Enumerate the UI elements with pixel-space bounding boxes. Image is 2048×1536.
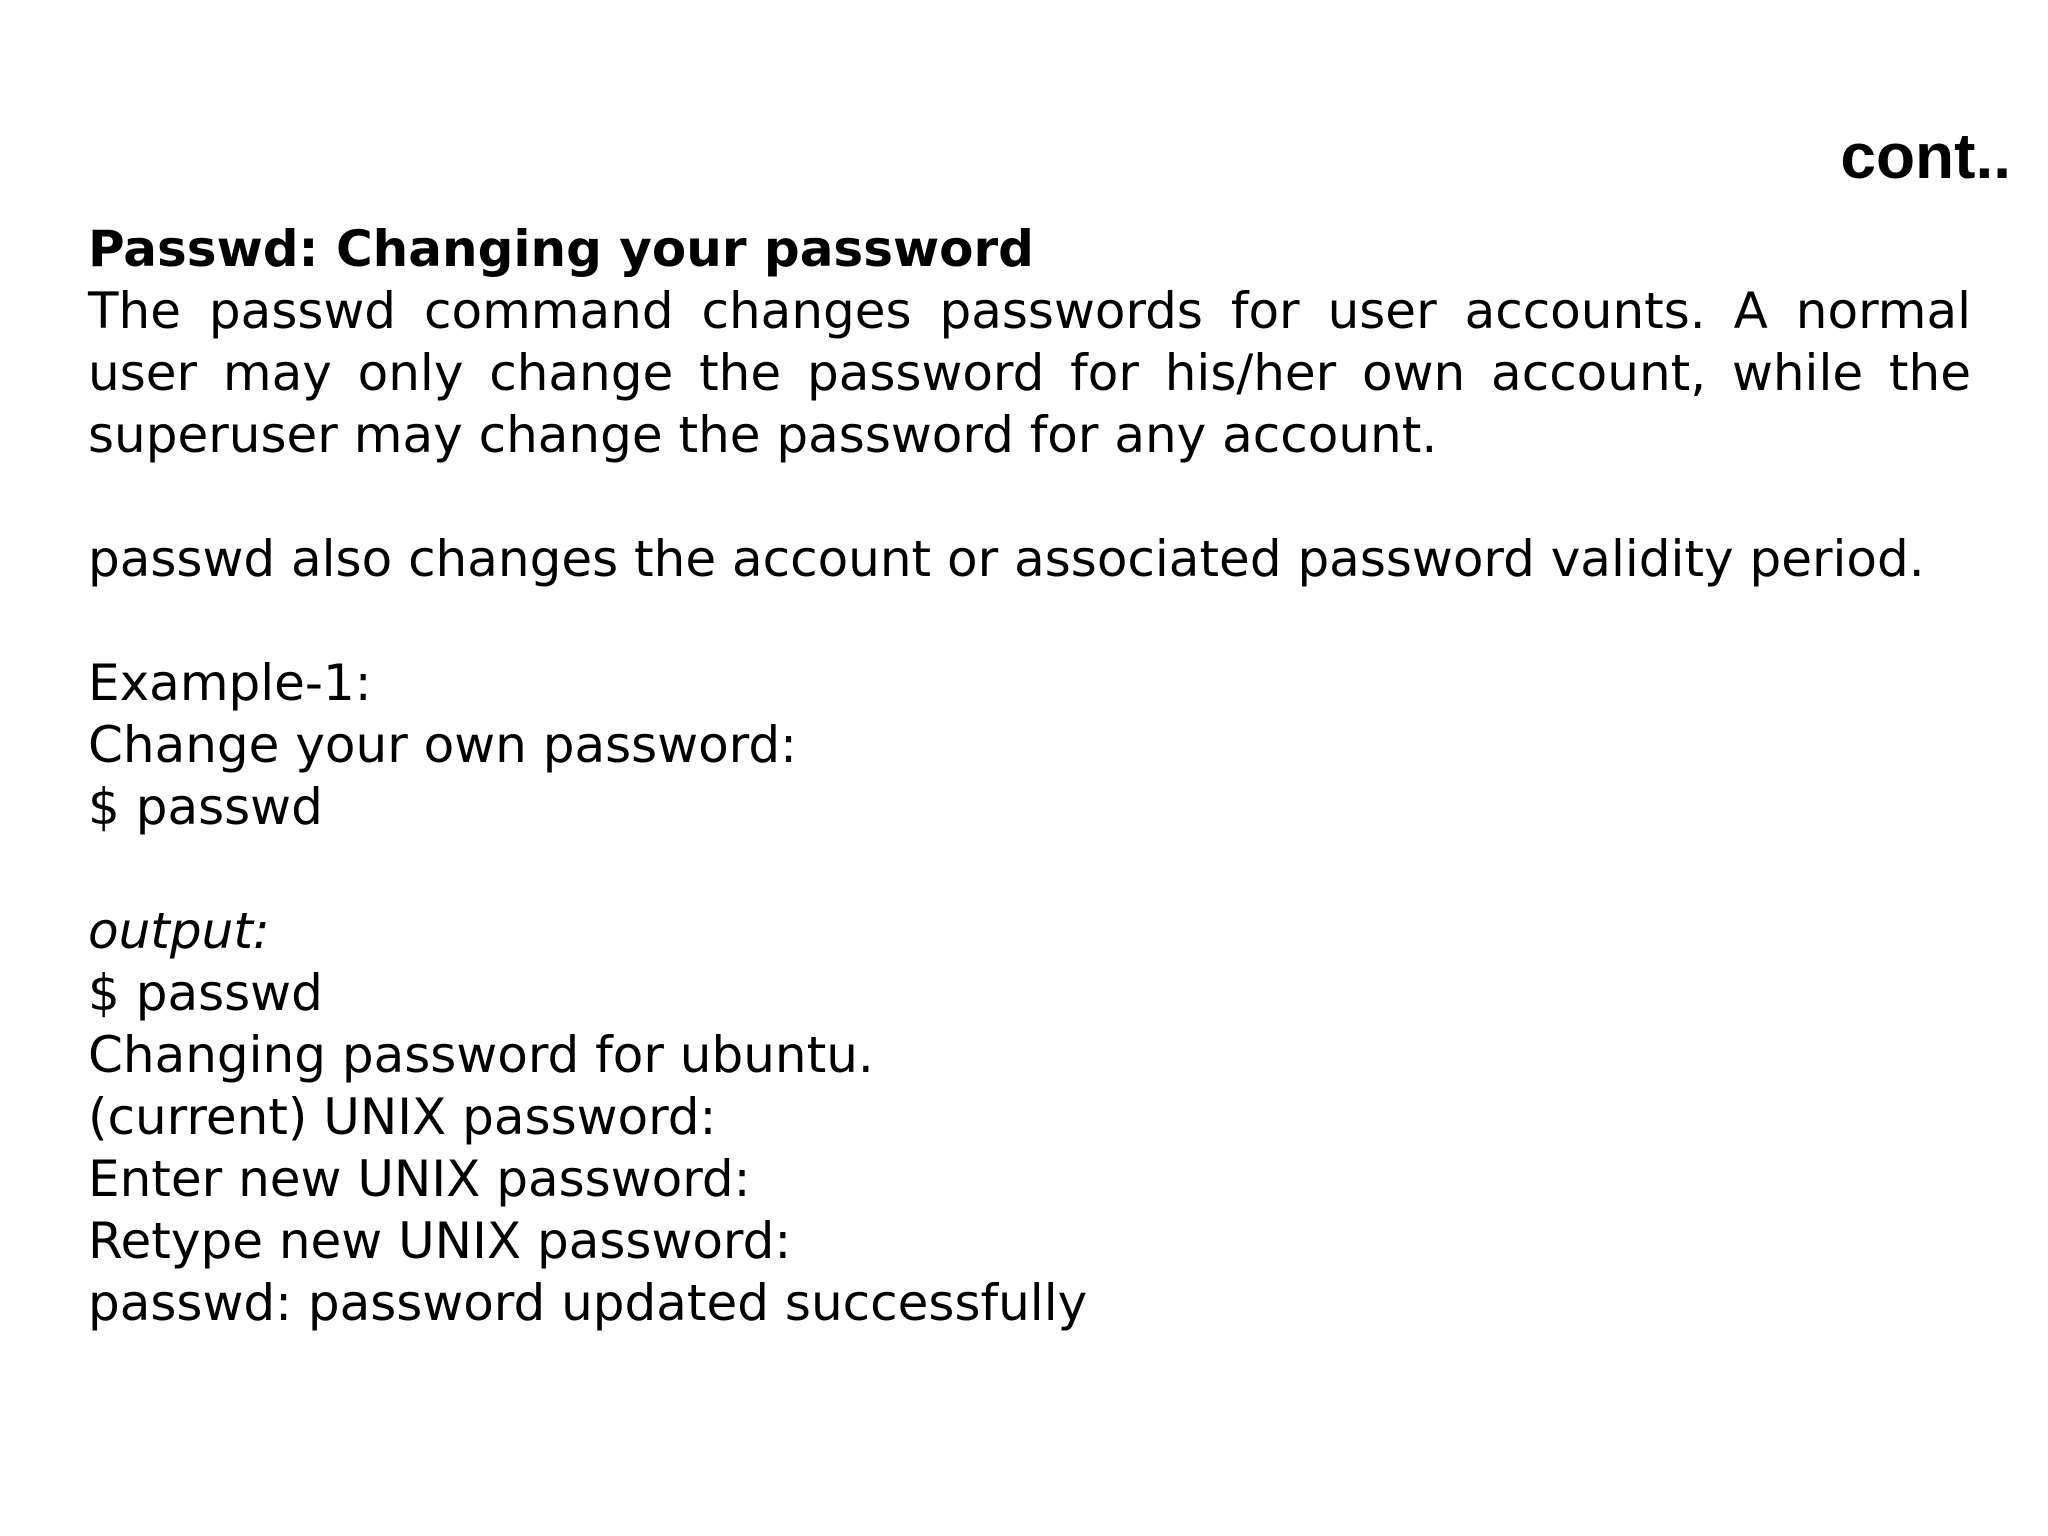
spacer — [88, 838, 1971, 900]
example-label: Example-1: — [88, 654, 372, 712]
example-command: $ passwd — [88, 778, 323, 836]
spacer — [88, 466, 1971, 528]
section-title: Passwd: Changing your password — [88, 220, 1034, 278]
description-paragraph-1: The passwd command changes passwords for user accounts. A normal user may only change the password for his/her own account, while the superuser may change the password for any account. — [88, 282, 1971, 464]
output-line: $ passwd — [88, 964, 323, 1022]
continuation-heading: cont.. — [1840, 120, 2011, 192]
slide-content — [88, 218, 1971, 1334]
output-label: output: — [88, 902, 270, 960]
example-description: Change your own password: — [88, 716, 797, 774]
spacer — [88, 590, 1971, 652]
output-line: Retype new UNIX password: — [88, 1212, 792, 1270]
output-line: Enter new UNIX password: — [88, 1150, 751, 1208]
output-line: Changing password for ubuntu. — [88, 1026, 874, 1084]
description-paragraph-2: passwd also changes the account or associated password validity period. — [88, 530, 1925, 588]
output-line: passwd: password updated successfully — [88, 1274, 1088, 1332]
output-line: (current) UNIX password: — [88, 1088, 717, 1146]
